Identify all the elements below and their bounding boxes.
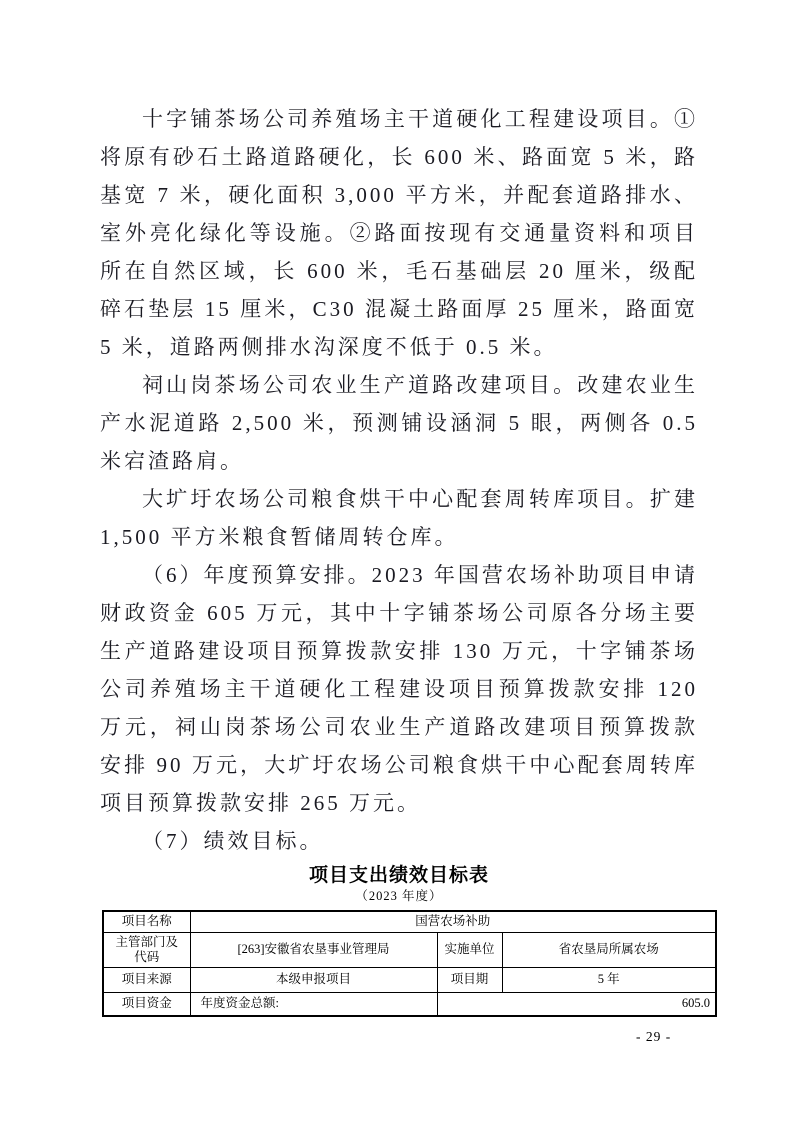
project-fund-label: 项目资金 bbox=[103, 992, 190, 1016]
body-paragraph: 祠山岗茶场公司农业生产道路改建项目。改建农业生产水泥道路 2,500 米，预测铺设涵洞 5 眼，两侧各 0.5 米宕渣路肩。 bbox=[100, 373, 698, 473]
project-name-label: 项目名称 bbox=[103, 911, 190, 932]
project-period-value: 5 年 bbox=[502, 967, 716, 992]
annual-total-label: 年度资金总额: bbox=[190, 992, 437, 1016]
body-paragraph: 大圹圩农场公司粮食烘干中心配套周转库项目。扩建 1,500 平方米粮食暂储周转仓库。 bbox=[100, 487, 698, 549]
performance-table-title: 项目支出绩效目标表 bbox=[308, 865, 489, 886]
page-number: - 29 - bbox=[636, 1029, 672, 1044]
body-paragraph: 十字铺茶场公司养殖场主干道硬化工程建设项目。①将原有砂石土路道路硬化，长 600 米、路面宽 5 米，路基宽 7 米，硬化面积 3,000 平方米，并配套道路排水、室外亮化绿化等设施。②路面按现有交通量资料和项目所在自然区域，长 600 米，毛石基础层 20 厘米，级配碎石垫层 15 厘米，C30 混凝土路面厚 25 厘米，路面宽 5 米，道路两侧排水沟深度不低于 0.5 米。 bbox=[100, 107, 698, 359]
implement-unit-value: 省农垦局所属农场 bbox=[502, 932, 716, 967]
body-paragraph: （7）绩效目标。 bbox=[142, 829, 324, 853]
project-name-value: 国营农场补助 bbox=[190, 911, 716, 932]
department-label: 主管部门及代码 bbox=[103, 932, 190, 967]
project-source-value: 本级申报项目 bbox=[190, 967, 437, 992]
implement-unit-label: 实施单位 bbox=[437, 932, 502, 967]
table-row bbox=[103, 992, 716, 1016]
project-period-label: 项目期 bbox=[437, 967, 502, 992]
performance-target-table bbox=[102, 910, 717, 1017]
body-paragraph: （6）年度预算安排。2023 年国营农场补助项目申请财政资金 605 万元，其中十字铺茶场公司原各分场主要生产道路建设项目预算拨款安排 130 万元，十字铺茶场公司养殖场主干道硬化工程建设项目预算拨款安排 120 万元，祠山岗茶场公司农业生产道路改建项目预算拨款安排 90 万元，大圹圩农场公司粮食烘干中心配套周转库项目预算拨款安排 265 万元。 bbox=[100, 563, 698, 815]
performance-table-subtitle: （2023 年度） bbox=[355, 889, 443, 903]
project-source-label: 项目来源 bbox=[103, 967, 190, 992]
table-row bbox=[103, 967, 716, 992]
table-row bbox=[103, 932, 716, 967]
table-row bbox=[103, 911, 716, 932]
department-value: [263]安徽省农垦事业管理局 bbox=[190, 932, 437, 967]
page-content bbox=[100, 100, 710, 1017]
annual-total-value: 605.0 bbox=[437, 992, 716, 1016]
